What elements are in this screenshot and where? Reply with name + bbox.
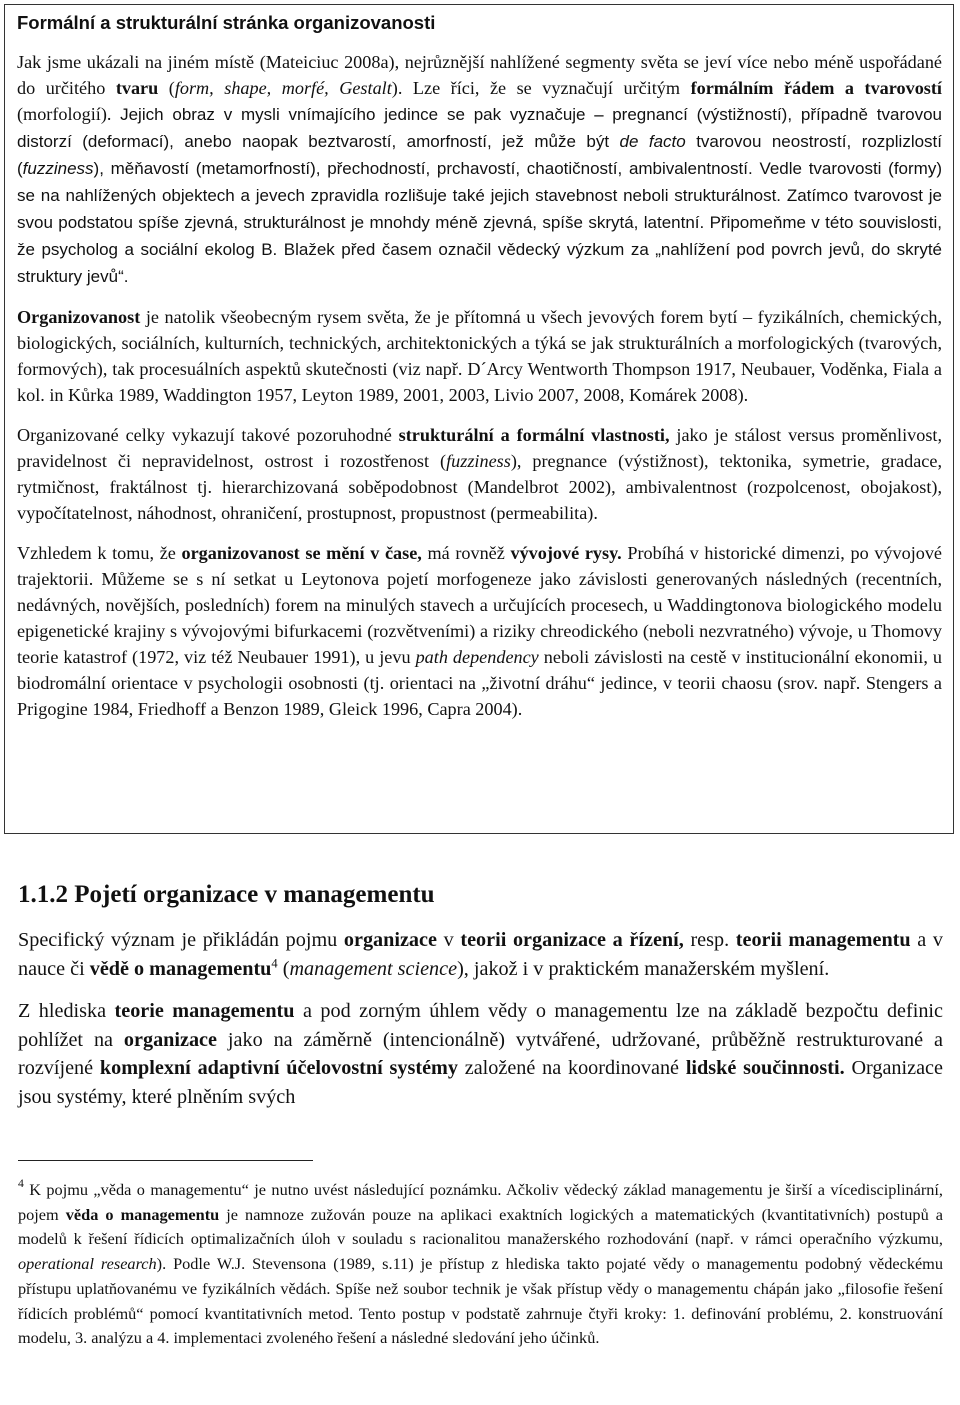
text: v: [436, 929, 461, 951]
bold-text: teorii managementu: [735, 929, 911, 951]
text: a v nauce či: [18, 929, 943, 980]
text: ). Lze říci, že se vyznačují určitým: [391, 78, 691, 98]
italic-text: operational research: [18, 1254, 157, 1274]
footnote-reference[interactable]: 4: [271, 955, 278, 970]
italic-text: management science: [289, 957, 458, 980]
text: Organizované celky vykazují takové pozoruhodné: [17, 425, 399, 445]
text: Organizace jsou systémy, které plněním svých: [18, 1057, 943, 1108]
text: Z hlediska: [18, 1000, 115, 1022]
italic-text: path dependency: [415, 647, 539, 667]
text: (: [158, 78, 175, 98]
text: Probíhá v historické dimenzi, po vývojové trajektorii. Můžeme se s ní setkat u Leytonova pojetí morfogeneze jako závislosti generovaných následných (recentních, nedávných, novějších, posledních) forem na minulých stavech a určujících procesech, u Waddingtonova biologického modelu epigenetické krajiny s vývojovými bifurkacemi (rozvětveními) a riziky chreodického (neboli nezvratného) vývoje, u Thomovy teorie katastrof (1972, viz též Neubauer 1991), u jevu: [17, 543, 943, 667]
italic-text: de facto: [619, 132, 686, 151]
text: tvarovou neostrostí, rozplizlostí (: [17, 132, 942, 178]
italic-text: form, shape, morfé, Gestalt: [174, 78, 392, 98]
bold-text: tvaru: [115, 78, 159, 98]
section-paragraph-1: [18, 926, 943, 983]
bold-text: věda o managementu: [65, 1204, 220, 1224]
bold-text: komplexní adaptivní účelovostní systémy: [99, 1057, 458, 1079]
text: ), měňavostí (metamorfností), přechodností, prchavostí, chaotičností, ambivalentností. Vedle tvarovosti (formy) se na nahlížených objektech a jevech zpravidla rozlišuje také jejich stavebnost neboli strukturálnost. Zatímco tvarovost je svou podstatou spíše zjevná, strukturálnost je mnohdy méně zjevná, spíše skrytá, latentní. Připomeňme v této souvislosti, že psycholog a sociální ekolog B. Blažek před časem označil vědecký výzkum za „nahlížení pod povrch jevů, do skryté struktury jevů“.: [17, 159, 942, 286]
info-box: [4, 4, 954, 834]
text: Vzhledem k tomu, že: [17, 543, 182, 563]
text: Jak jsme ukázali na jiném místě (Mateiciuc 2008a), nejrůznější nahlížené segmenty světa se jeví více nebo méně uspořádané do určitého: [17, 52, 942, 98]
text: je natolik všeobecným rysem světa, že je přítomná u všech jevových forem bytí – fyzikálních, chemických, biologických, sociálních, kulturních, technických, architektonických a týká se jak strukturálních a morfologických (tvarových, formových), tak procesuálních aspektů skutečnosti (viz např. D´Arcy Wentworth Thompson 1917, Neubauer, Voděnka, Fiala a kol. in Kůrka 1989, Waddington 1957, Leyton 1989, 2001, 2003, Livio 2007, 2008, Komárek 2008).: [17, 307, 942, 405]
bold-text: lidské součinnosti.: [685, 1057, 845, 1079]
text: Jejich obraz v mysli vnímajícího jedince se pak vyznačuje: [120, 105, 595, 124]
text: založené na koordinované: [457, 1057, 686, 1079]
bold-text: vývojové rysy.: [510, 543, 622, 563]
section-management: [18, 880, 943, 1125]
box-paragraph-organizovanost: [17, 304, 942, 408]
dash: –: [594, 104, 604, 124]
text: má rovněž: [421, 543, 511, 563]
text: Specifický význam je přikládán pojmu: [18, 929, 344, 951]
section-paragraph-2: [18, 997, 943, 1111]
box-paragraph-form: [17, 49, 942, 290]
box-paragraph-properties: [17, 422, 942, 526]
bold-text: teorie managementu: [114, 1000, 295, 1022]
text: ), jakož i v praktickém manažerském myšlení.: [457, 957, 830, 980]
text: a pod zorným úhlem vědy o managementu lze na základě bezpočtu definic pohlížet na: [18, 1000, 943, 1051]
bold-text: formálním řádem a tvarovostí: [690, 78, 942, 98]
text: jako na záměrně (intencionálně) vytvářené, udržované, průběžně restrukturované a rozvíjené: [18, 1028, 943, 1079]
text: (morfologií).: [17, 104, 121, 124]
bold-text: Organizovanost: [17, 307, 141, 327]
section-heading: 1.1.2 Pojetí organizace v managementu: [18, 881, 435, 908]
text: K pojmu „věda o managementu“ je nutno uvést následující poznámku. Ačkoliv vědecký základ managementu je širší a vícedisciplinární, pojem: [18, 1180, 943, 1224]
box-paragraph-evolution: [17, 540, 942, 722]
text: ), pregnance (výstižnost), tektonika, symetrie, gradace, rytmičnost, fraktálnost tj. hierarchizovaná soběpodobnost (Mandelbrot 2002), ambivalentnost (rozpolcenost, obojakost), vypočítatelnost, náhodnost, ohraničení, prostupnost, propustnost (permeabilita).: [17, 451, 942, 523]
footnote-separator: [18, 1160, 313, 1161]
text: resp.: [683, 929, 736, 951]
text: neboli závislosti na cestě v institucionální ekonomii, u biodromální orientace v psychologii osobnosti (tj. orientaci na „životní dráhu“ jedince, v teorii chaosu (srov. např. Stengers a Prigogine 1984, Friedhoff a Benzon 1989, Gleick 1996, Capra 2004).: [17, 647, 942, 719]
bold-text: vědě o managementu: [89, 957, 272, 980]
bold-text: organizovanost se mění v čase,: [181, 543, 422, 563]
text: (: [277, 957, 290, 980]
box-title: Formální a strukturální stránka organizovanosti: [17, 12, 436, 33]
italic-text: fuzziness: [446, 451, 511, 471]
text: je namnoze zužován pouze na aplikaci exaktních logických a matematických (kvantitativních) postupů a modelů k řešení řídicích optimalizačních úloh v souladu s racionalitou manažerského rozhodování (např. v rámci operačního výzkumu,: [18, 1204, 943, 1249]
bold-text: organizace: [343, 929, 437, 951]
footnote-4: [18, 1178, 943, 1351]
footnote-number: 4: [18, 1177, 24, 1190]
bold-text: organizace: [123, 1028, 217, 1051]
text: jako je stálost versus proměnlivost, pravidelnost či nepravidelnost, ostrost i rozostřenost (: [17, 425, 942, 471]
text: ). Podle W.J. Stevensona (1989, s.11) je přístup z hlediska takto pojaté vědy o managementu podobný vědeckému přístupu uplatňovanému ve fyzikálních vědách. Spíše než soubor technik je však přístup vědy o managementu chápán jako „filosofie řešení řídicích problémů“ pomocí kvantitativních metod. Tento postup v podstatě zahrnuje čtyři kroky: 1. definování problému, 2. konstruování modelu, 3. analýzu a 4. implementaci zvoleného řešení a následné sledování jeho účinků.: [18, 1254, 943, 1348]
italic-text: fuzziness: [22, 159, 94, 178]
text: pregnancí (výstižností), případně tvarovou distorzí (deformací), anebo naopak beztvarostí, amorfností, jež může být: [17, 105, 942, 151]
bold-text: strukturální a formální vlastnosti,: [398, 425, 670, 445]
bold-text: teorii organizace a řízení,: [460, 929, 684, 951]
